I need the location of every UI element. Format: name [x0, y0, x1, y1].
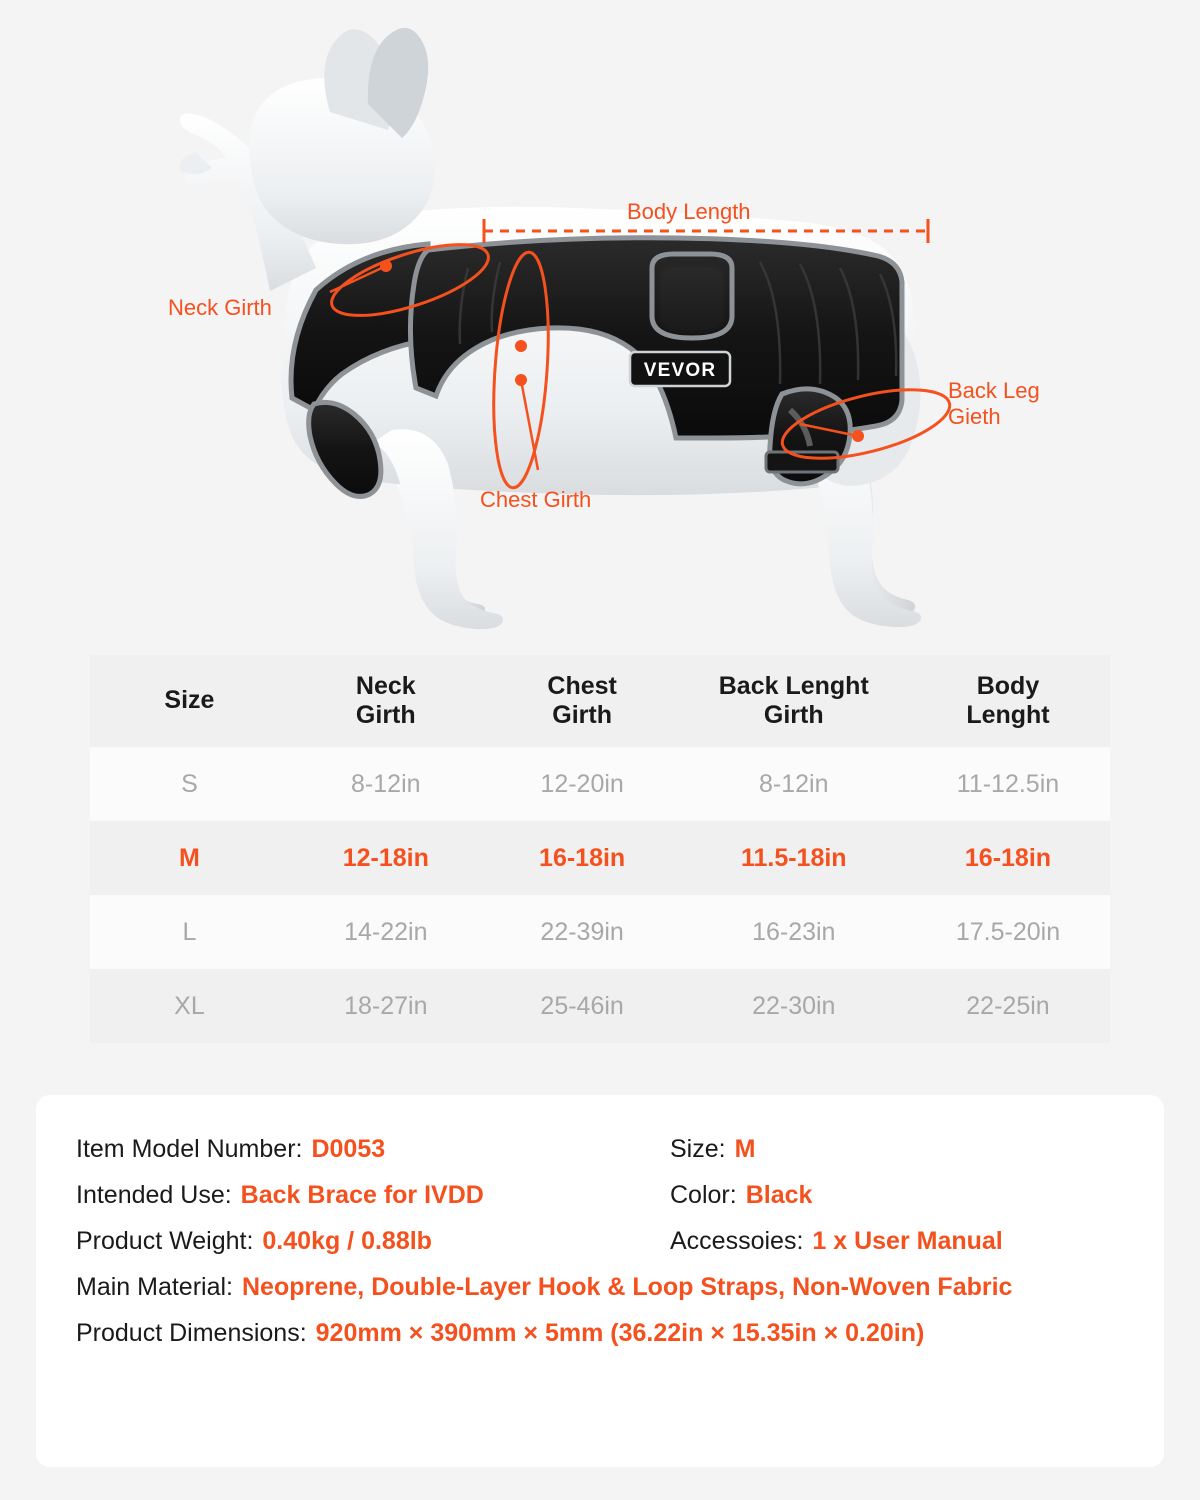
- spec-label-model: Item Model Number:: [76, 1135, 303, 1163]
- header-back-length-girth: [682, 655, 906, 747]
- spec-row-model-size: [76, 1135, 1124, 1164]
- callout-chest-girth: Chest Girth: [480, 487, 592, 512]
- cell-back: 16-23in: [752, 917, 836, 946]
- spec-item-weight: [76, 1227, 670, 1256]
- callout-back-leg-girth-line2: Gieth: [948, 404, 1001, 430]
- cell-body: 22-25in: [966, 991, 1050, 1020]
- table-row: [90, 895, 1110, 969]
- spec-value-accessories: 1 x User Manual: [812, 1227, 1003, 1255]
- spec-item-material: [76, 1273, 1012, 1302]
- header-size: [90, 655, 289, 747]
- spec-item-accessories: [670, 1227, 1003, 1256]
- spec-value-color: Black: [745, 1181, 813, 1209]
- callout-body-length: Body Length: [627, 199, 751, 224]
- cell-body: 16-18in: [964, 843, 1052, 872]
- header-neck-line2: Girth: [355, 701, 416, 729]
- spec-label-size: Size:: [670, 1135, 726, 1163]
- callout-neck-girth: Neck Girth: [168, 295, 272, 320]
- cell-chest: 16-18in: [539, 843, 626, 872]
- spec-label-dimensions: Product Dimensions:: [76, 1319, 307, 1347]
- cell-body: 11-12.5in: [956, 769, 1060, 798]
- spec-row-use-color: [76, 1181, 1124, 1210]
- cell-neck: 18-27in: [344, 991, 428, 1020]
- cell-neck: 12-18in: [342, 843, 429, 872]
- header-body-line2: Lenght: [966, 701, 1050, 729]
- spec-item-dimensions: [76, 1319, 924, 1348]
- cell-back: 8-12in: [759, 769, 829, 798]
- callout-back-leg-girth: [948, 378, 1078, 431]
- product-diagram: [0, 0, 1200, 640]
- header-body-length: [906, 655, 1110, 747]
- spec-row-weight-accessories: [76, 1227, 1124, 1256]
- spec-row-dimensions: [76, 1319, 1124, 1348]
- spec-value-weight: 0.40kg / 0.88lb: [262, 1227, 432, 1255]
- cell-size: XL: [174, 991, 205, 1020]
- spec-label-material: Main Material:: [76, 1273, 233, 1301]
- spec-label-intended-use: Intended Use:: [76, 1181, 232, 1209]
- cell-chest: 22-39in: [540, 917, 624, 946]
- header-neck-line1: Neck: [355, 671, 416, 700]
- cell-back: 22-30in: [752, 991, 836, 1020]
- cell-chest: 12-20in: [540, 769, 624, 798]
- svg-text:VEVOR: VEVOR: [643, 360, 717, 381]
- spec-value-dimensions: 920mm × 390mm × 5mm (36.22in × 15.35in × 0.20in): [315, 1319, 925, 1347]
- table-row: [90, 969, 1110, 1043]
- cell-size: M: [179, 843, 200, 872]
- spec-item-intended-use: [76, 1181, 670, 1210]
- callout-back-leg-girth-line1: Back Leg: [948, 378, 1040, 403]
- cell-neck: 8-12in: [351, 769, 421, 798]
- header-chest-girth: [483, 655, 682, 747]
- size-table-header: [90, 655, 1110, 747]
- size-chart: [90, 655, 1110, 1043]
- spec-value-material: Neoprene, Double-Layer Hook & Loop Straps, Non-Woven Fabric: [242, 1273, 1013, 1301]
- cell-back: 11.5-18in: [740, 843, 847, 872]
- header-chest-line1: Chest: [547, 671, 617, 700]
- brand-logo-patch: [630, 352, 730, 386]
- spec-value-model: D0053: [311, 1135, 386, 1163]
- cell-size: S: [181, 769, 198, 798]
- table-row: [90, 747, 1110, 821]
- spec-value-size: M: [734, 1135, 756, 1163]
- cell-neck: 14-22in: [344, 917, 428, 946]
- header-back-line2: Girth: [763, 701, 824, 729]
- header-chest-line2: Girth: [552, 701, 612, 729]
- table-row-selected: [90, 821, 1110, 895]
- spec-item-model: [76, 1135, 670, 1164]
- header-back-line1: Back Lenght: [718, 671, 869, 700]
- size-table: [90, 655, 1110, 1043]
- spec-label-weight: Product Weight:: [76, 1227, 254, 1255]
- spec-label-accessories: Accessoies:: [670, 1227, 804, 1255]
- spec-item-size: [670, 1135, 755, 1164]
- spec-value-intended-use: Back Brace for IVDD: [240, 1181, 484, 1209]
- header-neck-girth: [289, 655, 483, 747]
- spec-label-color: Color:: [670, 1181, 737, 1209]
- cell-body: 17.5-20in: [955, 917, 1061, 946]
- spec-row-material: [76, 1273, 1124, 1302]
- header-size-label: Size: [164, 686, 215, 715]
- size-table-body: [90, 747, 1110, 1043]
- table-header-row: [90, 655, 1110, 747]
- cell-chest: 25-46in: [540, 991, 624, 1020]
- cell-size: L: [182, 917, 197, 946]
- header-body-line1: Body: [976, 671, 1040, 700]
- specifications-card: [36, 1095, 1164, 1467]
- spec-item-color: [670, 1181, 812, 1210]
